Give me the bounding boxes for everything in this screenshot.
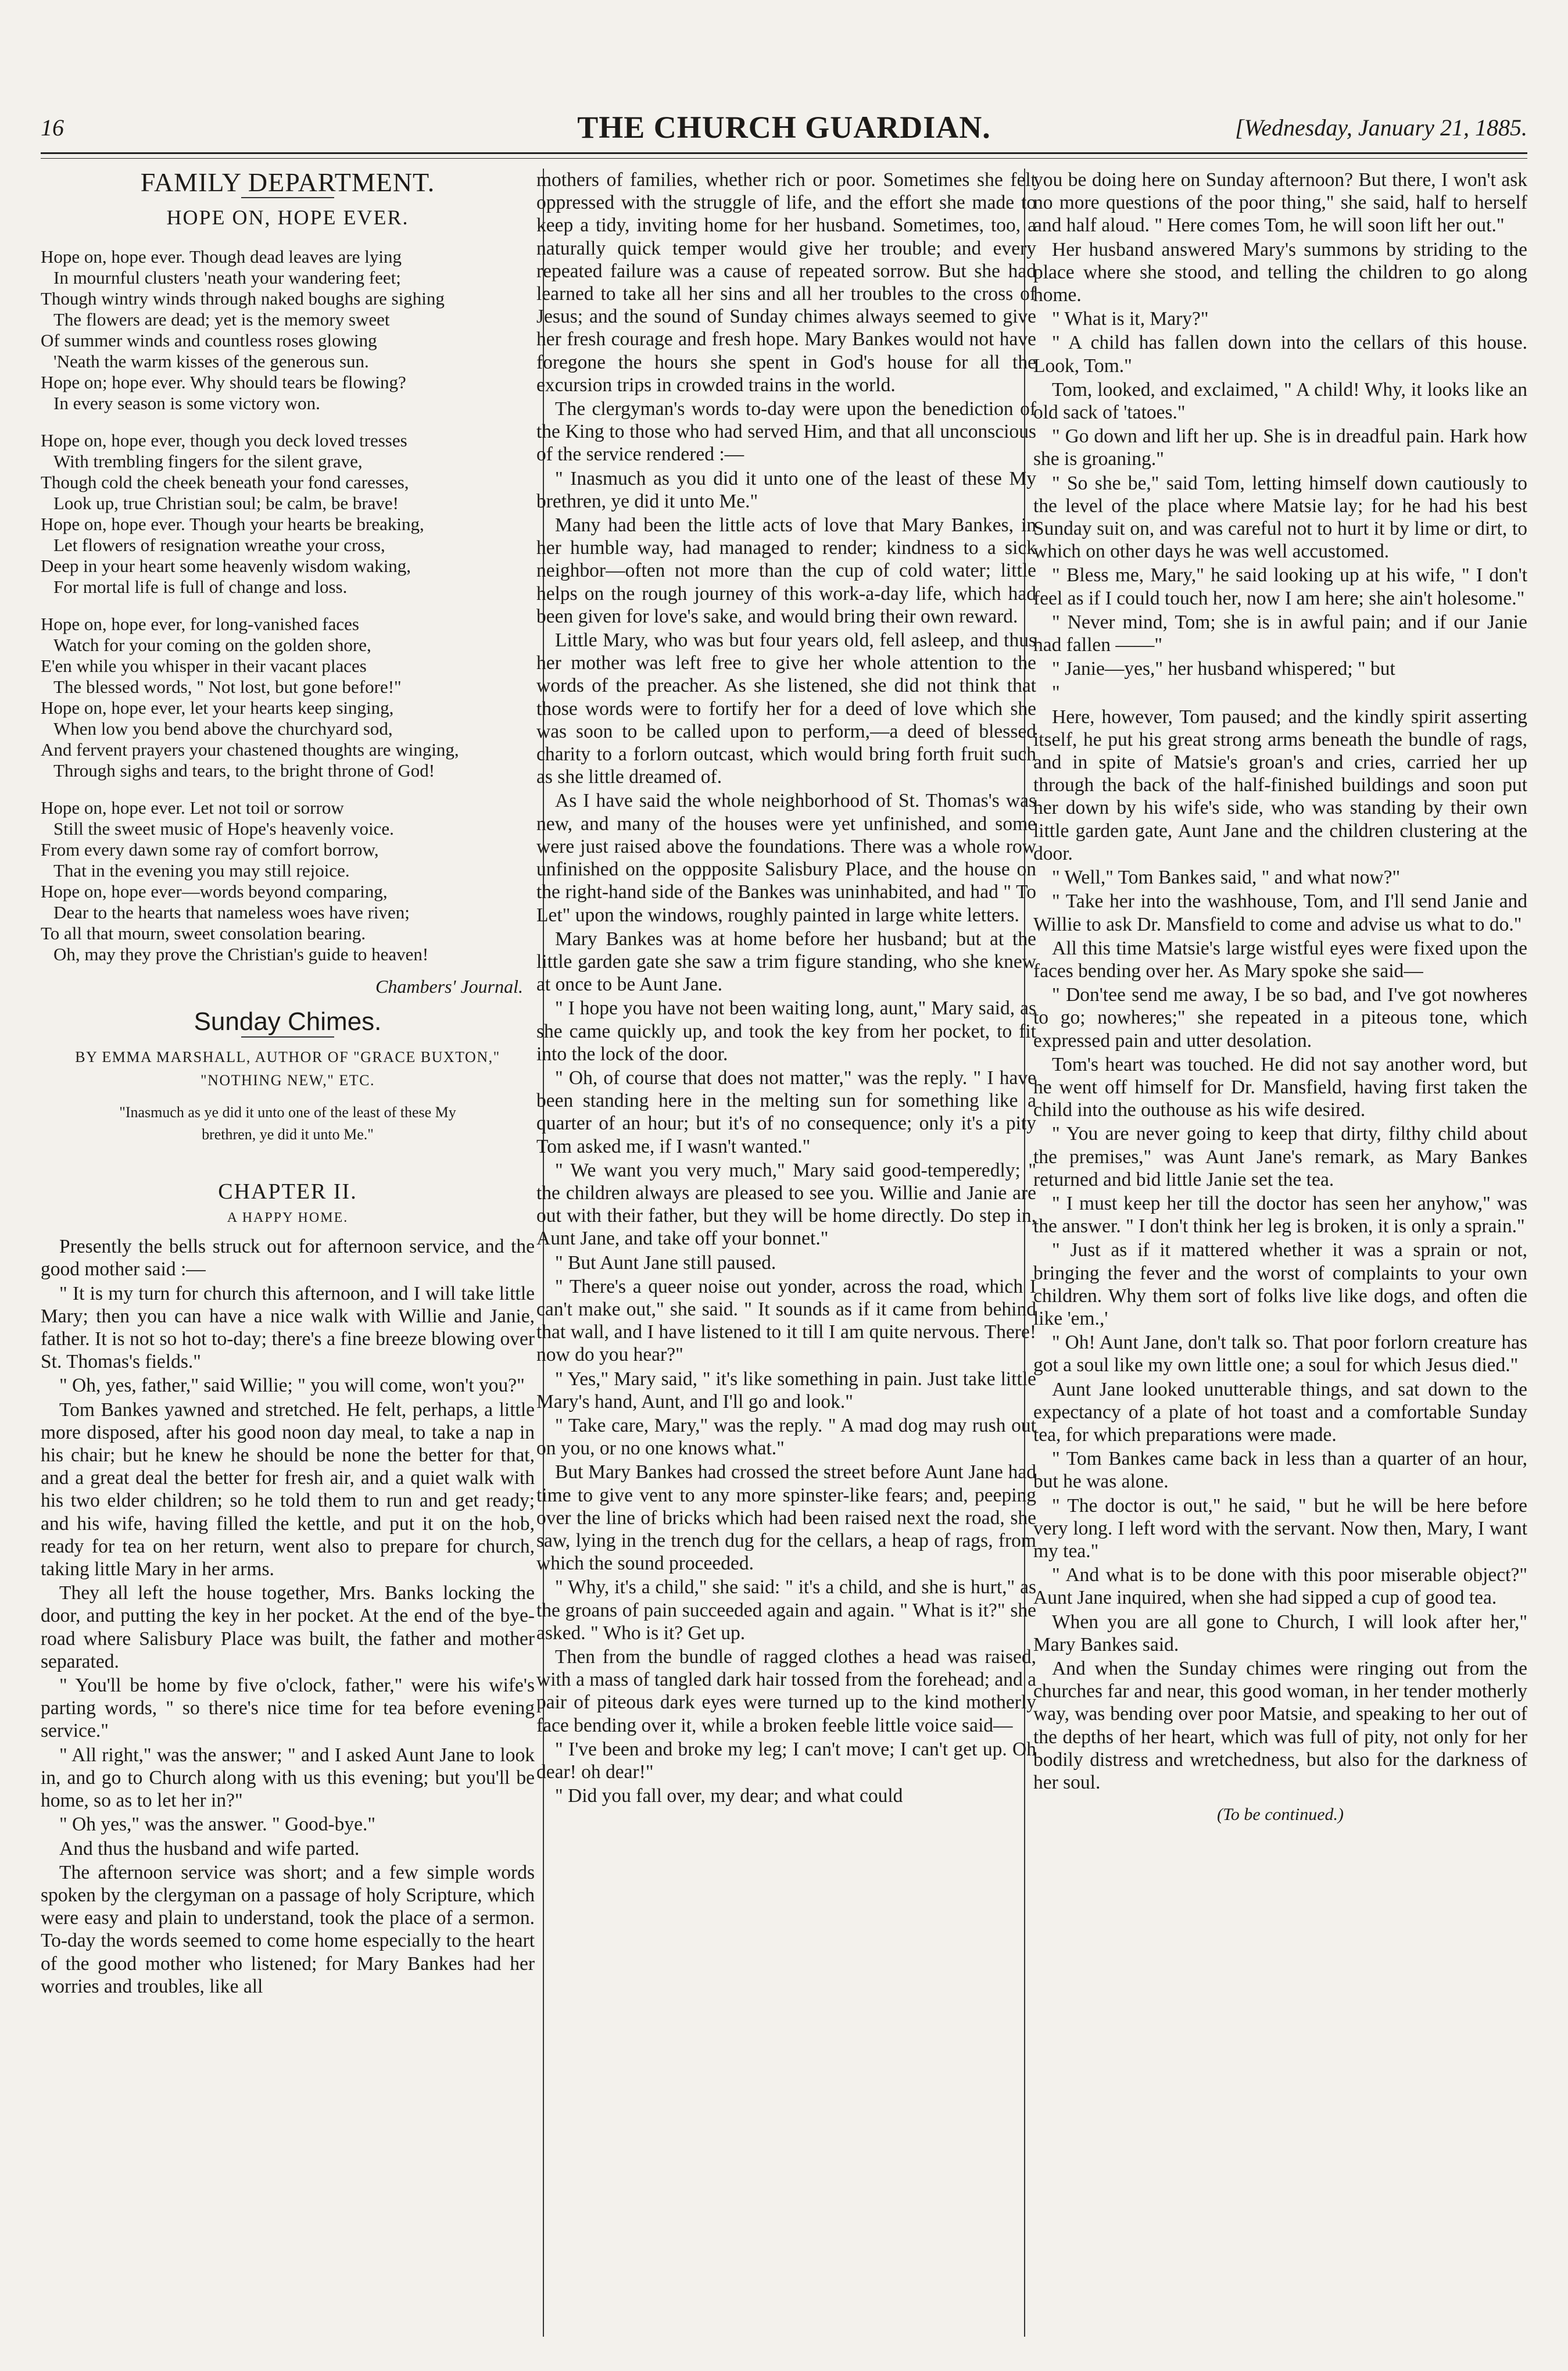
story-paragraph: All this time Matsie's large wistful eyes were fixed upon the faces bending over her. As Mary spoke she said— xyxy=(1033,937,1527,982)
story-paragraph: " I've been and broke my leg; I can't move; I can't get up. Oh dear! oh dear!" xyxy=(536,1738,1036,1783)
story-paragraph: " Yes," Mary said, " it's like something in pain. Just take little Mary's hand, Aunt, and I'll go and look." xyxy=(536,1368,1036,1412)
poem-title: HOPE ON, HOPE EVER. xyxy=(166,206,409,230)
title-rule xyxy=(241,1036,334,1038)
story-paragraph: " xyxy=(1052,682,1060,704)
epigraph-line: "Inasmuch as ye did it unto one of the least of these My xyxy=(119,1103,456,1121)
story-paragraph: Tom's heart was touched. He did not say another word, but he went off himself for Dr. Mansfield, having first taken the child into the outhouse as his wife desired. xyxy=(1033,1053,1527,1121)
story-paragraph: Many had been the little acts of love that Mary Bankes, in her humble way, had managed to render; kindness to a sick neighbor—often not more than the cup of cold water; little helps on the rough journey of this work-a-day life, which had been given for love's sake, and would bring their own reward. xyxy=(536,514,1036,627)
poem-line: Watch for your coming on the golden shore, xyxy=(53,635,371,656)
poem-line: The flowers are dead; yet is the memory sweet xyxy=(53,309,390,330)
story-paragraph: As I have said the whole neighborhood of St. Thomas's was new, and many of the houses were yet unfinished, and some were just raised above the foundations. There was a whole row unfinished on the oppposite Salisbury Place, and the house on the right-hand side of the Bankes was uninhabited, and had " To Let" upon the windows, roughly painted in large white letters. xyxy=(536,790,1036,926)
story-paragraph: Then from the bundle of ragged clothes a head was raised, with a mass of tangled dark hair tossed from the forehead; and a pair of piteous dark eyes were turned up to the kind motherly face bending over it, while a broken feeble little voice said— xyxy=(536,1646,1036,1736)
story-paragraph: But Mary Bankes had crossed the street before Aunt Jane had time to give vent to any more spinster-like fears; and, peeping over the line of bricks which had been raised next the road, she saw, lying in the trench dug for the cellars, a heap of rags, from which the sound proceeded. xyxy=(536,1461,1036,1575)
story-paragraph: " Don'tee send me away, I be so bad, and I've got nowheres to go; nowheres;" she repeated in a piteous tone, which expressed pain and utter desolation. xyxy=(1033,984,1527,1052)
story-text-col3 xyxy=(1033,169,1527,1794)
story-paragraph: " Well," Tom Bankes said, " and what now?" xyxy=(1052,867,1401,889)
story-paragraph: " All right," was the answer; " and I asked Aunt Jane to look in, and go to Church along with us this evening; but you'll be home, so as to let her in?" xyxy=(41,1744,535,1812)
story-title: Sunday Chimes. xyxy=(194,1007,382,1036)
story-text-col1 xyxy=(41,1235,535,1998)
story-paragraph: " I hope you have not been waiting long, aunt," Mary said, as she came quickly up, and took the key from her pocket, to fit into the lock of the door. xyxy=(536,997,1036,1065)
issue-date: [Wednesday, January 21, 1885. xyxy=(1235,115,1527,141)
poem-line: Though cold the cheek beneath your fond caresses, xyxy=(41,472,409,493)
poem-line: Still the sweet music of Hope's heavenly voice. xyxy=(53,818,394,839)
poem-stanza xyxy=(41,430,535,598)
poem-line: E'en while you whisper in their vacant places xyxy=(41,656,367,677)
poem-line: Hope on, hope ever—words beyond comparing, xyxy=(41,881,388,902)
byline-line: BY EMMA MARSHALL, AUTHOR OF "GRACE BUXTON," xyxy=(75,1048,500,1065)
story-byline xyxy=(41,1046,535,1092)
story-epigraph xyxy=(41,1102,535,1146)
story-paragraph: you be doing here on Sunday afternoon? But there, I won't ask no more questions of the poor thing," she said, half to herself and half aloud. " Here comes Tom, he will soon lift her out." xyxy=(1033,169,1527,237)
story-paragraph: " A child has fallen down into the cellars of this house. Look, Tom." xyxy=(1033,332,1527,377)
poem-line: In mournful clusters 'neath your wandering feet; xyxy=(53,267,401,288)
poem-line: Hope on, hope ever, let your hearts keep singing, xyxy=(41,698,394,718)
story-paragraph: Aunt Jane looked unutterable things, and sat down to the expectancy of a plate of hot toast and a comfortable Sunday tea, for which preparations were made. xyxy=(1033,1378,1527,1446)
poem-line: Hope on, hope ever, for long-vanished faces xyxy=(41,614,359,635)
column-1 xyxy=(41,169,535,2337)
section-heading: FAMILY DEPARTMENT. xyxy=(140,169,435,197)
story-paragraph: Mary Bankes was at home before her husband; but at the little garden gate she saw a trim figure standing, who she knew at once to be Aunt Jane. xyxy=(536,928,1036,996)
story-paragraph: And when the Sunday chimes were ringing out from the churches far and near, this good woman, in her tender motherly way, was bending over poor Matsie, and speaking to her out of the depths of her heart, which was full of pity, not only for her bodily distress and wretchedness, but also for the darkness of her soul. xyxy=(1033,1658,1527,1794)
story-paragraph: " Tom Bankes came back in less than a quarter of an hour, but he was alone. xyxy=(1033,1448,1527,1493)
masthead-rule-thin xyxy=(41,158,1527,159)
story-paragraph: Her husband answered Mary's summons by striding to the place where she stood, and telling the children to go along home. xyxy=(1033,238,1527,306)
story-paragraph: Here, however, Tom paused; and the kindly spirit asserting itself, he put his great strong arms beneath the bundle of rags, and in spite of Matsie's groan's and cries, carried her up through the back of the half-finished buildings and soon put her down by his wife's side, who was standing by their own little garden gate, Aunt Jane and the children clustering at the door. xyxy=(1033,706,1527,864)
story-paragraph: " Never mind, Tom; she is in awful pain; and if our Janie had fallen ——" xyxy=(1033,611,1527,656)
story-paragraph: " Just as if it mattered whether it was a sprain or not, bringing the fever and the worst of complaints to your own children. Why them sort of folks live like dogs, and often die like 'em.,' xyxy=(1033,1239,1527,1329)
story-paragraph: Tom, looked, and exclaimed, " A child! Why, it looks like an old sack of 'tatoes." xyxy=(1033,378,1527,424)
story-paragraph: " Take her into the washhouse, Tom, and I'll send Janie and Willie to ask Dr. Mansfield to come and advise us what to do." xyxy=(1033,891,1527,935)
story-paragraph: " Why, it's a child," she said: " it's a child, and she is hurt," as the groans of pain succeeded again and again. " What is it?" she asked. " Who is it? Get up. xyxy=(536,1576,1036,1644)
poem-line: Though wintry winds through naked boughs are sighing xyxy=(41,288,445,309)
poem-line: Through sighs and tears, to the bright throne of God! xyxy=(53,760,435,781)
poem-line: 'Neath the warm kisses of the generous sun. xyxy=(53,351,369,372)
poem-line: Of summer winds and countless roses glowing xyxy=(41,330,377,351)
chapter-heading: CHAPTER II. xyxy=(218,1179,357,1204)
story-paragraph: " Janie—yes," her husband whispered; " but xyxy=(1052,658,1395,680)
story-paragraph: " It is my turn for church this afternoon, and I will take little Mary; then you can have a nice walk with Willie and Janie, father. It is not so hot to-day; there's a fine breeze blowing over St. Thomas's fields." xyxy=(41,1282,535,1373)
poem-line: The blessed words, " Not lost, but gone before!" xyxy=(53,677,402,698)
story-text-col2 xyxy=(536,169,1036,1807)
poem-line: When low you bend above the churchyard sod, xyxy=(53,718,393,739)
poem-line: In every season is some victory won. xyxy=(53,393,320,414)
story-paragraph: The clergyman's words to-day were upon the benediction of the King to those who had served Him, and that all unconscious of the service rendered :— xyxy=(536,398,1036,466)
story-paragraph: " So she be," said Tom, letting himself down cautiously to the level of the place where Matsie lay; for he had his best Sunday suit on, and was careful not to hurt it by lime or dirt, to which on other days he was well accustomed. xyxy=(1033,472,1527,563)
poem-line: Hope on, hope ever. Let not toil or sorrow xyxy=(41,798,344,818)
story-paragraph: Little Mary, who was but four years old, fell asleep, and thus her mother was left free to give her whole attention to the words of the preacher. As she listened, she did not think that those words were to fortify her for a deed of love which she was soon to be called upon to perform,—a deed of blessed charity to a forlorn outcast, which would bring forth fruit such as she little dreamed of. xyxy=(536,630,1036,788)
story-paragraph: Tom Bankes yawned and stretched. He felt, perhaps, a little more disposed, after his good noon day meal, to take a nap in his chair; but he knew he should be none the better for that, and a great deal the better for fresh air, and a quiet walk with his two elder children; so he told them to run and get ready; and his wife, having filled the kettle, and put it on the hob, ready for tea on her return, went also to prepare for church, taking little Mary in her arms. xyxy=(41,1399,535,1580)
heading-rule xyxy=(241,197,334,198)
column-2 xyxy=(536,169,1036,2337)
to-be-continued: (To be continued.) xyxy=(1216,1805,1344,1825)
story-paragraph: " Inasmuch as you did it unto one of the least of these My brethren, ye did it unto Me." xyxy=(536,467,1036,512)
story-paragraph: " Take care, Mary," was the reply. " A mad dog may rush out on you, or no one knows what." xyxy=(536,1414,1036,1460)
poem-line: With trembling fingers for the silent grave, xyxy=(53,451,363,472)
poem-line: Hope on; hope ever. Why should tears be flowing? xyxy=(41,372,406,393)
poem-line: Let flowers of resignation wreathe your cross, xyxy=(53,535,385,556)
poem-stanza xyxy=(41,798,535,965)
poem-line: Dear to the hearts that nameless woes have riven; xyxy=(53,902,410,923)
poem-line: Hope on, hope ever. Though your hearts be breaking, xyxy=(41,514,424,535)
poem-line: Deep in your heart some heavenly wisdom waking, xyxy=(41,556,411,577)
story-paragraph: When you are all gone to Church, I will look after her," Mary Bankes said. xyxy=(1033,1611,1527,1655)
poem-line: Look up, true Christian soul; be calm, be brave! xyxy=(53,493,399,514)
story-paragraph: " There's a queer noise out yonder, across the road, which I can't make out," she said. " It sounds as if it came from behind that wall, and I have listened to it till I am quite nervous. There! now do you hear?" xyxy=(536,1275,1036,1366)
story-paragraph: " Go down and lift her up. She is in dreadful pain. Hark how she is groaning." xyxy=(1033,425,1527,470)
poem-line: That in the evening you may still rejoice. xyxy=(53,860,350,881)
epigraph-line: brethren, ye did it unto Me." xyxy=(202,1125,374,1143)
poem-line: Hope on, hope ever, though you deck loved tresses xyxy=(41,430,407,451)
story-paragraph: They all left the house together, Mrs. Banks locking the door, and putting the key in her pocket. At the end of the bye-road where Salisbury Place was built, the father and mother separated. xyxy=(41,1582,535,1672)
story-paragraph: " You are never going to keep that dirty, filthy child about the premises," was Aunt Jane's remark, as Mary Bankes returned and bid little Janie set the tea. xyxy=(1033,1123,1527,1190)
story-paragraph: " And what is to be done with this poor miserable object?" Aunt Jane inquired, when she had sipped a cup of good tea. xyxy=(1033,1564,1527,1609)
story-paragraph: " We want you very much," Mary said good-temperedly; " the children always are pleased to see you. Willie and Janie are out with their father, but they will be home directly. Do step in, Aunt Jane, and take off your bonnet." xyxy=(536,1159,1036,1250)
poem-line: And fervent prayers your chastened thoughts are winging, xyxy=(41,739,459,760)
story-paragraph: " Oh! Aunt Jane, don't talk so. That poor forlorn creature has got a soul like my own little one; a soul for which Jesus died." xyxy=(1033,1332,1527,1376)
poem-line: Oh, may they prove the Christian's guide to heaven! xyxy=(53,944,429,965)
newspaper-title: THE CHURCH GUARDIAN. xyxy=(577,110,991,145)
story-paragraph: And thus the husband and wife parted. xyxy=(59,1837,360,1859)
story-paragraph: " Oh yes," was the answer. " Good-bye." xyxy=(59,1814,376,1836)
story-paragraph: " I must keep her till the doctor has seen her anyhow," was the answer. " I don't think her leg is broken, it is only a sprain." xyxy=(1033,1192,1527,1238)
poem-stanza xyxy=(41,246,535,414)
story-paragraph: " Oh, of course that does not matter," was the reply. " I have been standing here in the melting sun for something like a quarter of an hour; but it's of no consequence; only it's a pity Tom asked me, if I wasn't wanted." xyxy=(536,1067,1036,1157)
column-3 xyxy=(1033,169,1527,2337)
story-paragraph: The afternoon service was short; and a few simple words spoken by the clergyman on a passage of holy Scripture, which were easy and plain to understand, took the place of a sermon. To-day the words seemed to come home especially to the heart of the good mother who listened; for Mary Bankes had her worries and troubles, like all xyxy=(41,1861,535,1997)
poem-line: Hope on, hope ever. Though dead leaves are lying xyxy=(41,246,402,267)
story-paragraph: " Did you fall over, my dear; and what could xyxy=(555,1785,903,1807)
story-paragraph: Presently the bells struck out for afternoon service, and the good mother said :— xyxy=(41,1236,535,1281)
story-paragraph: " Oh, yes, father," said Willie; " you will come, won't you?" xyxy=(59,1375,525,1397)
byline-line: "NOTHING NEW," ETC. xyxy=(200,1071,375,1089)
poem-attribution: Chambers' Journal. xyxy=(375,976,523,997)
poem-line: For mortal life is full of change and loss. xyxy=(53,577,348,598)
story-paragraph: " Bless me, Mary," he said looking up at his wife, " I don't feel as if I could touch her, now I am here; she ain't holesome." xyxy=(1033,564,1527,609)
poem xyxy=(41,246,535,965)
chapter-title: A HAPPY HOME. xyxy=(227,1210,349,1226)
story-paragraph: " You'll be home by five o'clock, father," were his wife's parting words, " so there's nice time for tea before evening service." xyxy=(41,1675,535,1742)
poem-line: To all that mourn, sweet consolation bearing. xyxy=(41,923,366,944)
masthead-rule xyxy=(41,152,1527,154)
story-paragraph: " What is it, Mary?" xyxy=(1052,308,1209,330)
story-paragraph: mothers of families, whether rich or poor. Sometimes she felt oppressed with the struggle of life, and the effort she made to keep a tidy, inviting home for her husband. Sometimes, too, a naturally quick temper would give her trouble; and every repeated failure was a cause of repeated sorrow. But she had learned to take all her sins and all her troubles to the cross of Jesus; and the sound of Sunday chimes always seemed to give her fresh courage and fresh hope. Mary Bankes would not have foregone the hours she spent in God's house for all the excursion trips in crowded trains in the world. xyxy=(536,169,1036,396)
story-paragraph: " The doctor is out," he said, " but he will be here before very long. I left word with the servant. Now then, Mary, I want my tea." xyxy=(1033,1494,1527,1562)
poem-line: From every dawn some ray of comfort borrow, xyxy=(41,839,379,860)
poem-stanza xyxy=(41,614,535,781)
page-number: 16 xyxy=(41,115,64,141)
story-paragraph: " But Aunt Jane still paused. xyxy=(555,1251,776,1274)
masthead xyxy=(41,109,1527,146)
